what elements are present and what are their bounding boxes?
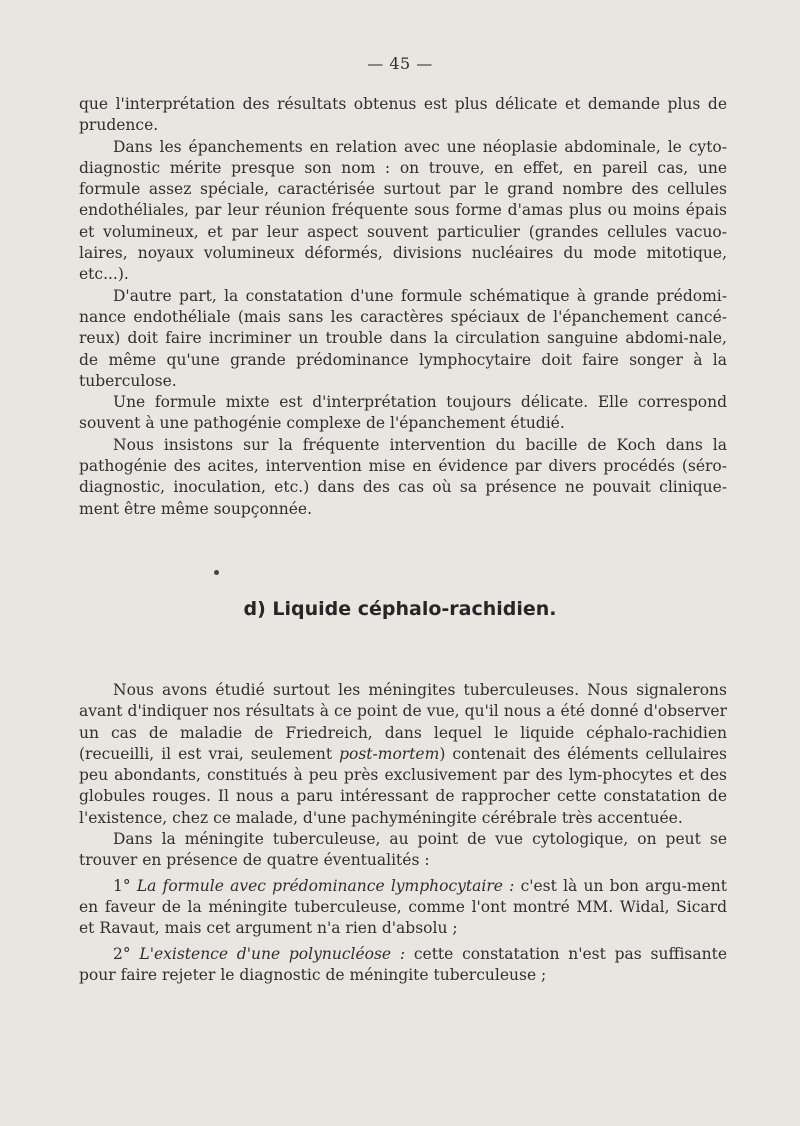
text-block-bottom: [79, 680, 727, 986]
paragraph-formule-mixte: Une formule mixte est d'interprétation toujours délicate. Elle correspond souvent à une pathogénie complexe de l'épanchement étudié.: [79, 393, 727, 433]
paragraph-eventualites: Dans la méningite tuberculeuse, au point de vue cytologique, on peut se trouver en présence de quatre éventualités :: [79, 830, 727, 870]
paragraph-neoplasie: Dans les épanchements en relation avec une néoplasie abdominale, le cyto-diagnostic mérite presque son nom : on trouve, en effet, en pareil cas, une formule assez spéciale, caractérisée surtout par le grand nombre des cellules endothéliales, par leur réunion fréquente sous forme d'amas plus ou moins épais et volumineux, et par leur aspect souvent particulier (grandes cellules vacuo-laires, noyaux volumineux déformés, divisions nucléaires du mode mitotique, etc...).: [79, 137, 727, 284]
ink-dot: [214, 570, 219, 575]
list-item-title: L'existence d'une polynucléose :: [139, 944, 406, 963]
list-item-text: c'est là un bon argu-ment en faveur de la méningite tuberculeuse, comme l'ont montré MM. Widal, Sicard et Ravaut, mais cet argument n'a rien d'absolu ;: [79, 876, 727, 938]
section-title: d) Liquide céphalo-rachidien.: [243, 598, 557, 620]
paragraph-meningites-part-1: Nous avons étudié surtout les méningites tuberculeuses. Nous signalerons avant d'indiquer nos résultats à ce point de vue, qu'il nous a été donné d'observer un cas de maladie de Friedreich, dans lequel le liquide céphalo-rachidien (recueilli, il est vrai, seulement: [79, 681, 727, 763]
page-number: — 45 —: [367, 54, 433, 73]
text-block-top: [79, 94, 727, 520]
paragraph-meningites-part-2: ) contenait des éléments cellulaires peu abondants, constitués à peu près exclusivement par des lym-phocytes et des globules rouges. Il nous a paru intéressant de rapprocher cette constatation de l'existence, chez ce malade, d'une pachyméningite cérébrale très accentuée.: [79, 744, 727, 827]
list-item-number: 2°: [113, 944, 131, 963]
paragraph-continuation: que l'interprétation des résultats obtenus est plus délicate et demande plus de prudence.: [79, 95, 727, 135]
list-item: [79, 876, 727, 940]
list-item-text: cette constatation n'est pas suffisante pour faire rejeter le diagnostic de méningite tuberculeuse ;: [79, 944, 727, 984]
paragraph-bacille-koch: Nous insistons sur la fréquente intervention du bacille de Koch dans la pathogénie des acites, intervention mise en évidence par divers procédés (séro-diagnostic, inoculation, etc.) dans des cas où sa présence ne pouvait clinique-ment être même soupçonnée.: [79, 435, 727, 518]
list-item-number: 1°: [113, 876, 131, 895]
paragraph-formule-schematique: D'autre part, la constatation d'une formule schématique à grande prédomi-nance endothéliale (mais sans les caractères spéciaux de l'épanchement cancé-reux) doit faire incriminer un trouble dans la circulation sanguine abdomi-nale, de même qu'une grande prédominance lymphocytaire doit faire songer à la tuberculose.: [79, 286, 727, 390]
paragraph-meningites: [79, 680, 727, 829]
list-item-title: La formule avec prédominance lymphocytaire :: [136, 876, 515, 895]
list-item: [79, 944, 727, 987]
italic-post-mortem: post-mortem: [339, 744, 440, 763]
